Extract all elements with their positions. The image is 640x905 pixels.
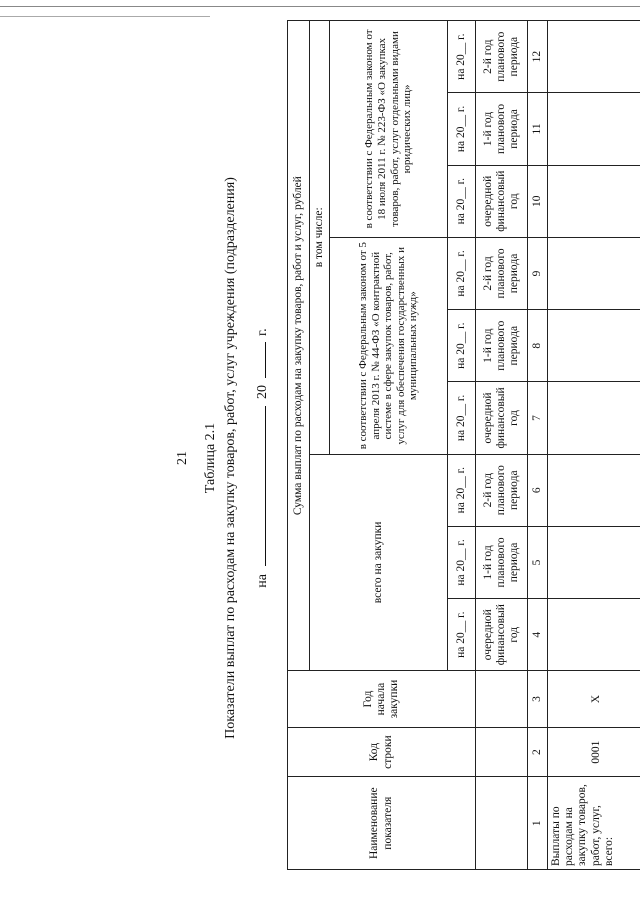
header-sum: Сумма выплат по расходам на закупку товаров, работ и услуг, рублей bbox=[288, 21, 310, 671]
header-period-current: очередной финансовый год bbox=[476, 382, 528, 454]
header-year: на 20__ г. bbox=[448, 93, 476, 165]
header-period-first: 1-й год планового периода bbox=[476, 526, 528, 598]
row-value-cell bbox=[548, 382, 640, 454]
date-suffix: г. bbox=[255, 328, 270, 336]
header-year: на 20__ г. bbox=[448, 599, 476, 671]
header-year: на 20__ г. bbox=[448, 454, 476, 526]
header-period-current: очередной финансовый год bbox=[476, 165, 528, 237]
row-value-cell bbox=[548, 237, 640, 309]
row-value-cell bbox=[548, 93, 640, 165]
column-number: 1 bbox=[528, 777, 548, 870]
header-period-current: очередной финансовый год bbox=[476, 599, 528, 671]
column-number: 2 bbox=[528, 727, 548, 777]
table-label: Таблица 2.1 bbox=[203, 422, 218, 494]
row-indicator-name: Выплаты по расходам на закупку товаров, работ, услуг, всего: bbox=[548, 777, 640, 870]
table-row bbox=[548, 21, 640, 870]
header-purchase-year: Год начала закупки bbox=[288, 671, 476, 727]
header-law-223: в соответствии с Федеральным законом от 18 июля 2011 г. № 223-ФЗ «О закупках товаров, работ, услуг отдельными видами юридических лиц» bbox=[330, 21, 448, 238]
date-year-blank bbox=[253, 342, 266, 378]
date-blank bbox=[253, 406, 266, 566]
date-year-prefix: 20 bbox=[255, 384, 270, 399]
header-period-second: 2-й год планового периода bbox=[476, 237, 528, 309]
expenses-table bbox=[287, 20, 640, 870]
header-period-first: 1-й год планового периода bbox=[476, 93, 528, 165]
header-including: в том числе: bbox=[310, 21, 330, 455]
header-year: на 20__ г. bbox=[448, 526, 476, 598]
row-value-cell bbox=[548, 454, 640, 526]
date-prefix: на bbox=[255, 573, 270, 588]
rotated-page bbox=[175, 18, 615, 898]
row-value-cell bbox=[548, 599, 640, 671]
header-year: на 20__ г. bbox=[448, 382, 476, 454]
date-line bbox=[253, 18, 271, 898]
column-number: 6 bbox=[528, 454, 548, 526]
header-law-44: в соответствии с Федеральным законом от 5 апреля 2013 г. № 44-ФЗ «О контрактной системе в сфере закупок товаров, работ, услуг для обеспечения государственных и муниципальных нужд» bbox=[330, 237, 448, 454]
header-total-purchases: всего на закупки bbox=[310, 454, 448, 671]
header-period-first: 1-й год планового периода bbox=[476, 310, 528, 382]
column-number: 10 bbox=[528, 165, 548, 237]
row-line-code: 0001 bbox=[548, 727, 640, 777]
column-number: 9 bbox=[528, 237, 548, 309]
header-indicator-name: Наименование показателя bbox=[288, 777, 476, 870]
row-purchase-year: X bbox=[548, 671, 640, 727]
header-blank bbox=[476, 777, 528, 870]
page-number: 21 bbox=[175, 451, 190, 465]
header-period-second: 2-й год планового периода bbox=[476, 21, 528, 93]
page-content bbox=[175, 18, 615, 898]
column-number: 8 bbox=[528, 310, 548, 382]
header-line-code: Код строки bbox=[288, 727, 476, 777]
top-edge-rule-short bbox=[0, 16, 210, 17]
header-blank bbox=[476, 671, 528, 727]
header-year: на 20__ г. bbox=[448, 237, 476, 309]
column-number: 3 bbox=[528, 671, 548, 727]
row-value-cell bbox=[548, 165, 640, 237]
header-row-periods bbox=[476, 21, 528, 870]
column-number: 12 bbox=[528, 21, 548, 93]
column-numbers-row bbox=[528, 21, 548, 870]
header-row-1 bbox=[288, 21, 310, 870]
top-edge-rule bbox=[0, 6, 640, 7]
header-year: на 20__ г. bbox=[448, 165, 476, 237]
header-blank bbox=[476, 727, 528, 777]
column-number: 11 bbox=[528, 93, 548, 165]
header-period-second: 2-й год планового периода bbox=[476, 454, 528, 526]
column-number: 7 bbox=[528, 382, 548, 454]
header-year: на 20__ г. bbox=[448, 310, 476, 382]
row-value-cell bbox=[548, 310, 640, 382]
column-number: 4 bbox=[528, 599, 548, 671]
column-number: 5 bbox=[528, 526, 548, 598]
row-value-cell bbox=[548, 21, 640, 93]
header-year: на 20__ г. bbox=[448, 21, 476, 93]
table-title: Показатели выплат по расходам на закупку товаров, работ, услуг учреждения (подразделения) bbox=[223, 177, 238, 739]
row-value-cell bbox=[548, 526, 640, 598]
